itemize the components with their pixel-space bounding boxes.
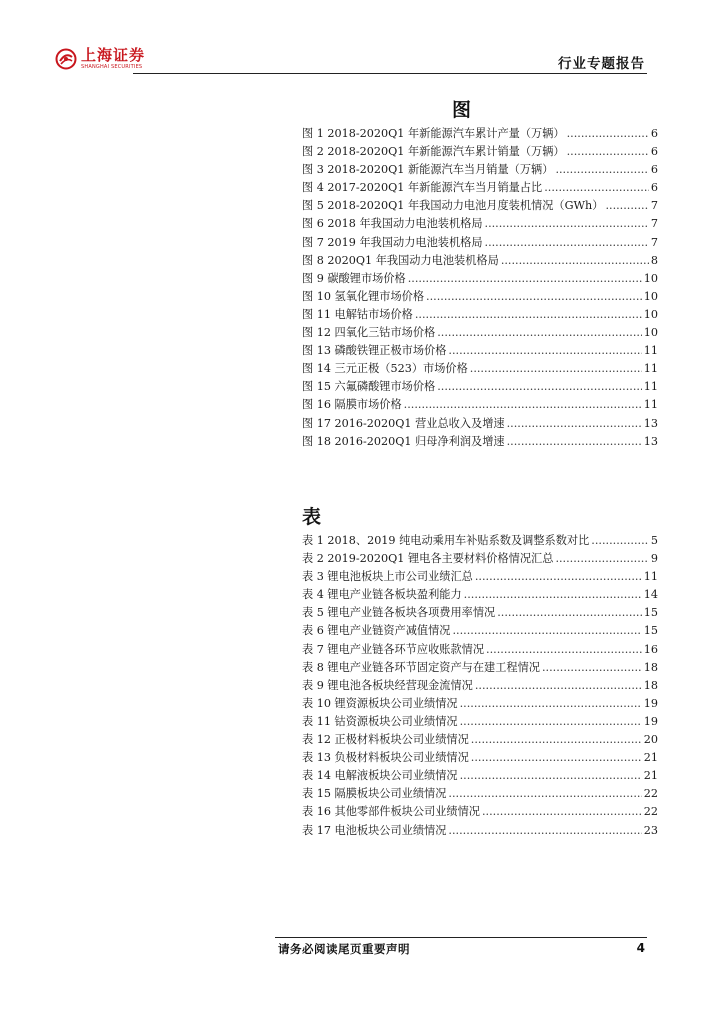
table-toc-entry[interactable] [302, 659, 658, 677]
toc-leader-dots [555, 552, 648, 565]
logo-english-name: SHANGHAI SECURITIES [81, 64, 143, 70]
table-toc-entry[interactable] [302, 641, 658, 659]
toc-entry-page: 16 [643, 642, 658, 656]
toc-entry-page: 7 [650, 199, 658, 213]
toc-leader-dots [475, 679, 642, 692]
toc-entry-label: 图 12 四氧化三钴市场价格 [302, 326, 436, 340]
page-number: 4 [636, 941, 645, 955]
toc-entry-page: 7 [650, 235, 658, 249]
table-toc-entry[interactable] [302, 749, 658, 767]
report-type-label: 行业专题报告 [558, 56, 645, 72]
toc-entry-page: 20 [643, 733, 658, 747]
toc-leader-dots [415, 308, 642, 321]
toc-entry-label: 表 13 负极材料板块公司业绩情况 [302, 751, 469, 765]
figures-toc-list [302, 125, 658, 451]
toc-leader-dots [471, 751, 642, 764]
figure-toc-entry[interactable] [302, 252, 658, 270]
toc-leader-dots [464, 588, 642, 601]
toc-entry-page: 21 [643, 751, 658, 765]
toc-entry-label: 表 4 锂电产业链各板块盈利能力 [302, 588, 462, 602]
table-toc-entry[interactable] [302, 822, 658, 840]
toc-entry-page: 11 [643, 570, 658, 584]
toc-entry-label: 图 13 磷酸铁锂正极市场价格 [302, 344, 447, 358]
toc-leader-dots [605, 199, 648, 212]
toc-entry-label: 表 14 电解液板块公司业绩情况 [302, 769, 458, 783]
figure-toc-entry[interactable] [302, 215, 658, 233]
figure-toc-entry[interactable] [302, 342, 658, 360]
toc-leader-dots [426, 290, 642, 303]
toc-leader-dots [460, 715, 642, 728]
toc-entry-page: 10 [643, 289, 658, 303]
toc-leader-dots [437, 326, 642, 339]
toc-entry-page: 8 [650, 253, 658, 267]
table-toc-entry[interactable] [302, 550, 658, 568]
toc-entry-label: 图 11 电解钴市场价格 [302, 307, 413, 321]
toc-entry-label: 表 12 正极材料板块公司业绩情况 [302, 733, 469, 747]
toc-entry-label: 图 5 2018-2020Q1 年我国动力电池月度装机情况（GWh） [302, 199, 604, 213]
toc-leader-dots [452, 624, 641, 637]
tables-toc-list [302, 532, 658, 840]
toc-entry-page: 21 [643, 769, 658, 783]
toc-entry-label: 表 11 钴资源板块公司业绩情况 [302, 714, 458, 728]
toc-entry-page: 11 [643, 380, 658, 394]
toc-leader-dots [485, 236, 649, 249]
toc-entry-label: 表 5 锂电产业链各板块各项费用率情况 [302, 606, 496, 620]
toc-leader-dots [448, 787, 641, 800]
toc-entry-page: 23 [643, 823, 658, 837]
toc-entry-page: 13 [643, 416, 658, 430]
figure-toc-entry[interactable] [302, 143, 658, 161]
toc-entry-label: 图 6 2018 年我国动力电池装机格局 [302, 217, 483, 231]
toc-entry-label: 表 1 2018、2019 纯电动乘用车补贴系数及调整系数对比 [302, 534, 590, 547]
toc-entry-page: 11 [643, 344, 658, 358]
toc-entry-label: 表 6 锂电产业链资产减值情况 [302, 624, 451, 638]
toc-leader-dots [485, 217, 649, 230]
shanghai-securities-logo-icon [55, 48, 77, 70]
toc-leader-dots [555, 163, 648, 176]
table-toc-entry[interactable] [302, 713, 658, 731]
toc-entry-page: 22 [643, 787, 658, 801]
figure-toc-entry[interactable] [302, 433, 658, 451]
toc-entry-label: 图 14 三元正极（523）市场价格 [302, 362, 468, 376]
figures-section-title: 图 [452, 99, 472, 121]
toc-entry-page: 18 [643, 678, 658, 692]
toc-entry-page: 22 [643, 805, 658, 819]
toc-entry-page: 10 [643, 271, 658, 285]
toc-leader-dots [591, 534, 649, 547]
figure-toc-entry[interactable] [302, 378, 658, 396]
toc-entry-label: 图 1 2018-2020Q1 年新能源汽车累计产量（万辆） [302, 127, 565, 140]
toc-entry-page: 15 [643, 606, 658, 620]
table-toc-entry[interactable] [302, 568, 658, 586]
toc-entry-page: 9 [650, 552, 658, 566]
toc-leader-dots [408, 272, 642, 285]
table-toc-entry[interactable] [302, 677, 658, 695]
toc-leader-dots [501, 254, 649, 267]
figure-toc-entry[interactable] [302, 306, 658, 324]
figure-toc-entry[interactable] [302, 161, 658, 179]
toc-entry-label: 表 15 隔膜板块公司业绩情况 [302, 787, 447, 801]
table-toc-entry[interactable] [302, 532, 658, 550]
toc-entry-label: 图 16 隔膜市场价格 [302, 398, 402, 412]
toc-leader-dots [482, 805, 642, 818]
toc-entry-label: 表 9 锂电池各板块经营现金流情况 [302, 678, 473, 692]
toc-entry-page: 11 [643, 398, 658, 412]
table-toc-entry[interactable] [302, 767, 658, 785]
toc-leader-dots [497, 606, 642, 619]
tables-section-title: 表 [302, 506, 322, 528]
figure-toc-entry[interactable] [302, 288, 658, 306]
figure-toc-entry[interactable] [302, 125, 658, 143]
toc-entry-page: 19 [643, 714, 658, 728]
toc-entry-page: 11 [643, 362, 658, 376]
toc-entry-page: 6 [650, 127, 658, 140]
toc-leader-dots [404, 398, 642, 411]
header-divider [133, 73, 647, 74]
toc-entry-page: 14 [643, 588, 658, 602]
toc-leader-dots [460, 769, 642, 782]
toc-leader-dots [448, 824, 641, 837]
toc-entry-page: 7 [650, 217, 658, 231]
figure-toc-entry[interactable] [302, 415, 658, 433]
toc-entry-label: 图 3 2018-2020Q1 新能源汽车当月销量（万辆） [302, 163, 554, 177]
page-header [55, 46, 647, 76]
table-toc-entry[interactable] [302, 731, 658, 749]
logo-chinese-name: 上海证券 [81, 46, 146, 64]
toc-entry-label: 表 17 电池板块公司业绩情况 [302, 823, 447, 837]
table-toc-entry[interactable] [302, 785, 658, 803]
table-toc-entry[interactable] [302, 695, 658, 713]
toc-entry-label: 图 4 2017-2020Q1 年新能源汽车当月销量占比 [302, 181, 543, 195]
toc-entry-page: 13 [643, 434, 658, 448]
toc-leader-dots [486, 643, 642, 656]
toc-leader-dots [475, 570, 642, 583]
figure-toc-entry[interactable] [302, 270, 658, 288]
table-toc-entry[interactable] [302, 622, 658, 640]
toc-entry-label: 表 16 其他零部件板块公司业绩情况 [302, 805, 480, 819]
toc-entry-label: 图 15 六氟磷酸锂市场价格 [302, 380, 436, 394]
toc-entry-page: 10 [643, 307, 658, 321]
toc-entry-label: 图 10 氢氧化锂市场价格 [302, 289, 425, 303]
figure-toc-entry[interactable] [302, 396, 658, 414]
table-toc-entry[interactable] [302, 803, 658, 821]
toc-leader-dots [460, 697, 642, 710]
footer-divider [275, 937, 647, 938]
toc-leader-dots [507, 435, 642, 448]
table-toc-entry[interactable] [302, 586, 658, 604]
figure-toc-entry[interactable] [302, 234, 658, 252]
toc-entry-label: 表 7 锂电产业链各环节应收账款情况 [302, 642, 485, 656]
figure-toc-entry[interactable] [302, 197, 658, 215]
toc-entry-page: 5 [650, 534, 658, 547]
company-logo [55, 48, 145, 70]
toc-entry-page: 18 [643, 660, 658, 674]
figure-toc-entry[interactable] [302, 324, 658, 342]
toc-entry-page: 19 [643, 696, 658, 710]
toc-entry-label: 图 18 2016-2020Q1 归母净利润及增速 [302, 434, 505, 448]
toc-leader-dots [542, 661, 642, 674]
toc-entry-label: 图 17 2016-2020Q1 营业总收入及增速 [302, 416, 505, 430]
toc-leader-dots [448, 344, 641, 357]
toc-entry-label: 图 2 2018-2020Q1 年新能源汽车累计销量（万辆） [302, 145, 565, 159]
figure-toc-entry[interactable] [302, 360, 658, 378]
toc-leader-dots [470, 362, 642, 375]
toc-entry-label: 图 7 2019 年我国动力电池装机格局 [302, 235, 483, 249]
toc-entry-label: 图 9 碳酸锂市场价格 [302, 271, 406, 285]
toc-entry-page: 6 [650, 163, 658, 177]
toc-leader-dots [544, 181, 649, 194]
toc-entry-page: 10 [643, 326, 658, 340]
toc-leader-dots [567, 127, 649, 140]
disclaimer-note: 请务必阅读尾页重要声明 [278, 942, 410, 956]
toc-leader-dots [471, 733, 642, 746]
figure-toc-entry[interactable] [302, 179, 658, 197]
toc-entry-label: 表 8 锂电产业链各环节固定资产与在建工程情况 [302, 660, 540, 674]
toc-entry-label: 表 10 锂资源板块公司业绩情况 [302, 696, 458, 710]
toc-leader-dots [567, 145, 649, 158]
table-toc-entry[interactable] [302, 604, 658, 622]
toc-leader-dots [507, 417, 642, 430]
toc-leader-dots [437, 380, 642, 393]
toc-entry-page: 6 [650, 181, 658, 195]
toc-entry-label: 表 3 锂电池板块上市公司业绩汇总 [302, 570, 473, 584]
toc-entry-page: 15 [643, 624, 658, 638]
toc-entry-label: 图 8 2020Q1 年我国动力电池装机格局 [302, 253, 499, 267]
toc-entry-label: 表 2 2019-2020Q1 锂电各主要材料价格情况汇总 [302, 552, 554, 566]
toc-entry-page: 6 [650, 145, 658, 159]
